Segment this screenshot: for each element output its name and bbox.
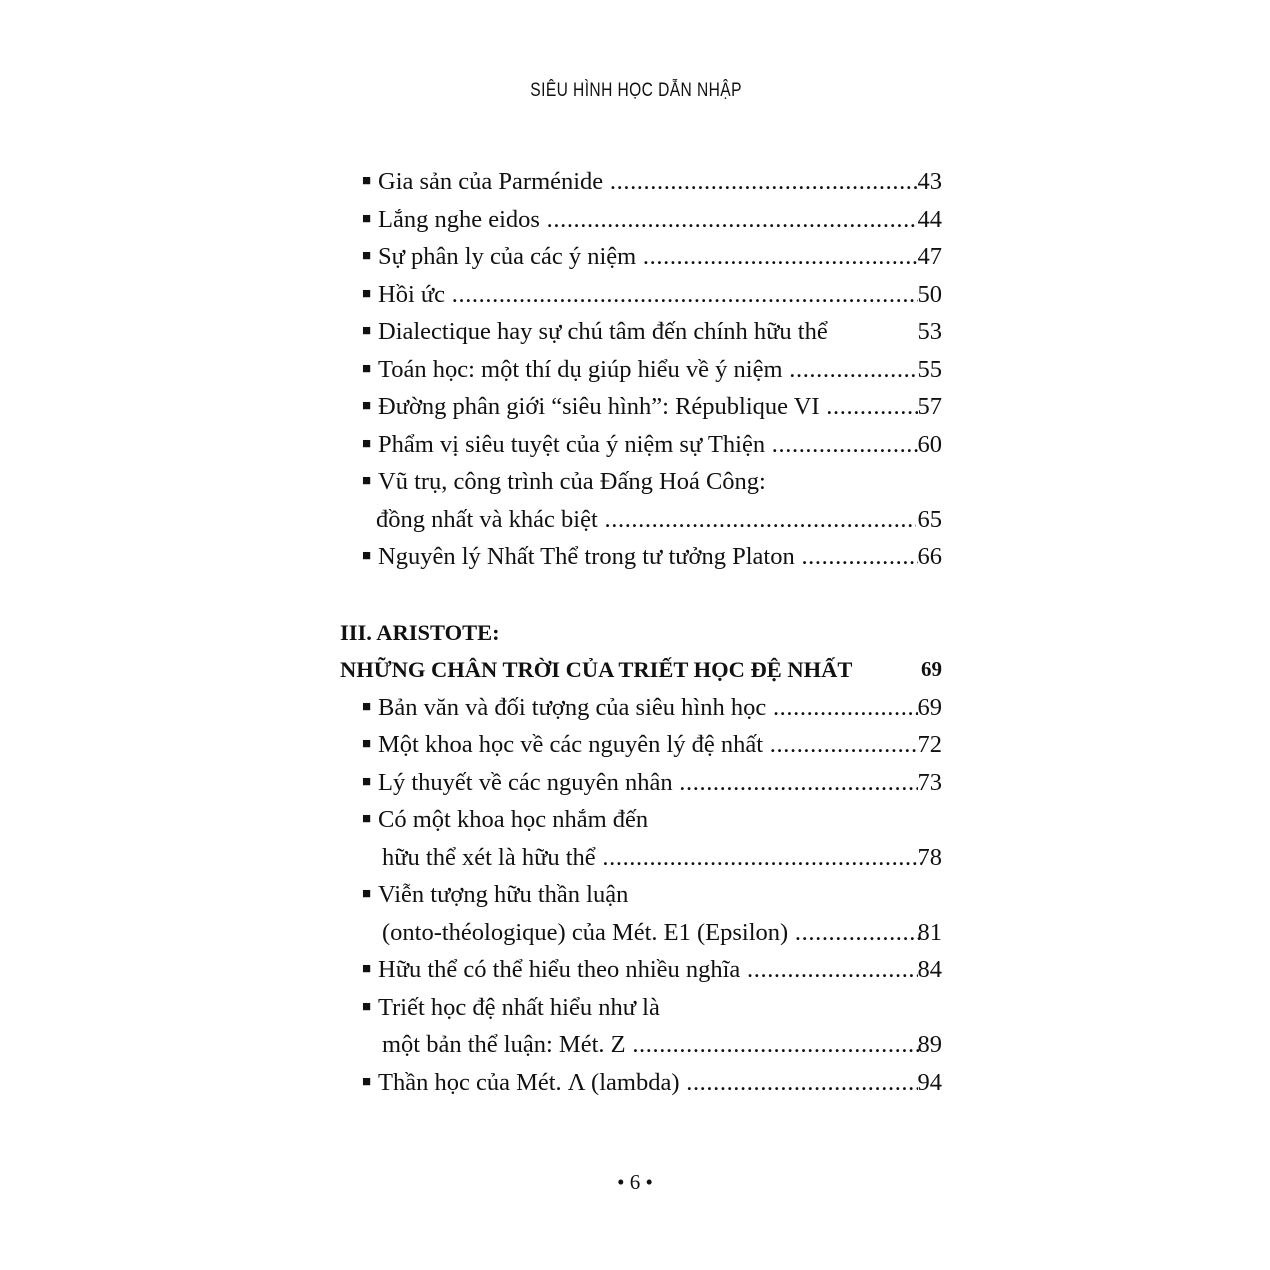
toc-entry xyxy=(340,313,942,351)
toc-entry-continuation xyxy=(340,501,942,539)
toc-entry xyxy=(340,238,942,276)
toc-entry-title: Sự phân ly của các ý niệm xyxy=(378,243,637,270)
bullet-icon: ■ xyxy=(362,398,372,414)
toc-entry-title: Triết học đệ nhất hiểu như là xyxy=(378,993,660,1021)
toc-entry-title-cont: (onto-théologique) của Mét. E1 (Epsilon) xyxy=(382,918,789,946)
toc-entry-page: 69 xyxy=(917,693,942,721)
toc-entry-title: Gia sản của Parménide xyxy=(378,168,604,195)
toc-entry-page: 57 xyxy=(917,393,942,420)
toc-entry-title: Hữu thể có thể hiểu theo nhiều nghĩa xyxy=(378,956,741,983)
toc-entry-continuation xyxy=(340,914,942,952)
bullet-icon: ■ xyxy=(362,998,372,1015)
toc-entry-page: 78 xyxy=(917,843,942,871)
bullet-icon: ■ xyxy=(362,173,372,189)
toc-entry xyxy=(340,201,942,239)
bullet-icon: ■ xyxy=(362,773,372,790)
toc-entry-title: Lắng nghe eidos xyxy=(378,205,540,233)
running-head: SIÊU HÌNH HỌC DẪN NHẬP xyxy=(530,80,742,101)
toc-entry-title: Viễn tượng hữu thần luận xyxy=(378,881,629,908)
toc-entry-title: Toán học: một thí dụ giúp hiểu về ý niệm xyxy=(378,355,783,383)
section-heading xyxy=(340,614,942,652)
toc-entry-page: 73 xyxy=(917,768,942,796)
toc-entry-title: Bản văn và đối tượng của siêu hình học xyxy=(378,693,767,721)
toc-entry-continuation xyxy=(340,1026,942,1064)
toc-entry-page: 43 xyxy=(917,168,942,195)
toc-entry xyxy=(340,276,942,314)
toc-entry-page: 65 xyxy=(917,505,942,533)
toc-entry-title: Vũ trụ, công trình của Đấng Hoá Công: xyxy=(378,468,766,495)
section-heading xyxy=(340,651,942,689)
toc-entry-page: 47 xyxy=(917,243,942,270)
toc-entry-page: 94 xyxy=(917,1068,942,1096)
bullet-icon: ■ xyxy=(362,548,372,564)
toc-entry xyxy=(340,463,942,501)
toc-entry-title: Thần học của Mét. Λ (lambda) xyxy=(378,1068,680,1096)
toc-entry-title: Hồi ức xyxy=(378,280,446,308)
toc-entry-title: Nguyên lý Nhất Thể trong tư tưởng Platon xyxy=(378,543,795,570)
toc-entry-title: Phẩm vị siêu tuyệt của ý niệm sự Thiện xyxy=(378,430,766,458)
toc-entry-title: Lý thuyết về các nguyên nhân xyxy=(378,768,673,796)
toc-entry-title-cont: đồng nhất và khác biệt xyxy=(376,505,598,533)
bullet-icon: ■ xyxy=(362,961,372,977)
toc-entry xyxy=(340,426,942,464)
toc-entry-page: 66 xyxy=(917,543,942,570)
toc-entry-page: 81 xyxy=(917,918,942,946)
toc-entry-page: 84 xyxy=(917,956,942,983)
toc-entry xyxy=(340,163,942,201)
toc-entry-continuation xyxy=(340,839,942,877)
toc-entry-title: Dialectique hay sự chú tâm đến chính hữu thể xyxy=(378,318,828,345)
toc-entry-page: 53 xyxy=(917,318,942,345)
toc-entry-title-cont: hữu thể xét là hữu thể xyxy=(382,843,596,871)
toc-entry xyxy=(340,951,942,989)
toc-entry-title-cont: một bản thể luận: Mét. Z xyxy=(382,1031,626,1058)
toc-entry-title: Có một khoa học nhắm đến xyxy=(378,806,649,833)
bullet-icon: ■ xyxy=(362,811,372,827)
toc-entry xyxy=(340,388,942,426)
bullet-icon: ■ xyxy=(362,285,372,302)
section-heading-line2: NHỮNG CHÂN TRỜI CỦA TRIẾT HỌC ĐỆ NHẤT xyxy=(340,657,853,682)
bullet-icon: ■ xyxy=(362,360,372,377)
bullet-icon: ■ xyxy=(362,435,372,452)
toc-entry-page: 60 xyxy=(917,430,942,458)
bullet-icon: ■ xyxy=(362,1073,372,1090)
toc-entry xyxy=(340,689,942,727)
toc-entry xyxy=(340,801,942,839)
page-number: • 6 • xyxy=(617,1170,653,1194)
toc-entry xyxy=(340,726,942,764)
section-heading-line1: III. ARISTOTE: xyxy=(340,619,500,645)
bullet-icon: ■ xyxy=(362,210,372,227)
toc-entry xyxy=(340,876,942,914)
bullet-icon: ■ xyxy=(362,736,372,752)
bullet-icon: ■ xyxy=(362,473,372,489)
bullet-icon: ■ xyxy=(362,886,372,902)
toc-entry xyxy=(340,538,942,576)
toc-entry-page: 44 xyxy=(917,205,942,233)
bullet-icon: ■ xyxy=(362,698,372,715)
toc-entry-title: Một khoa học về các nguyên lý đệ nhất xyxy=(378,731,764,758)
toc-entry xyxy=(340,351,942,389)
bullet-icon: ■ xyxy=(362,323,372,339)
toc-entry-page: 50 xyxy=(917,280,942,308)
bullet-icon: ■ xyxy=(362,248,372,264)
table-of-contents xyxy=(340,163,942,1101)
section-page: 69 xyxy=(921,657,942,681)
toc-entry-title: Đường phân giới “siêu hình”: République VI xyxy=(378,393,820,420)
toc-entry xyxy=(340,764,942,802)
toc-entry xyxy=(340,1064,942,1102)
toc-entry xyxy=(340,989,942,1027)
toc-entry-page: 72 xyxy=(917,731,942,758)
toc-entry-page: 55 xyxy=(917,355,942,383)
toc-entry-page: 89 xyxy=(917,1031,942,1058)
